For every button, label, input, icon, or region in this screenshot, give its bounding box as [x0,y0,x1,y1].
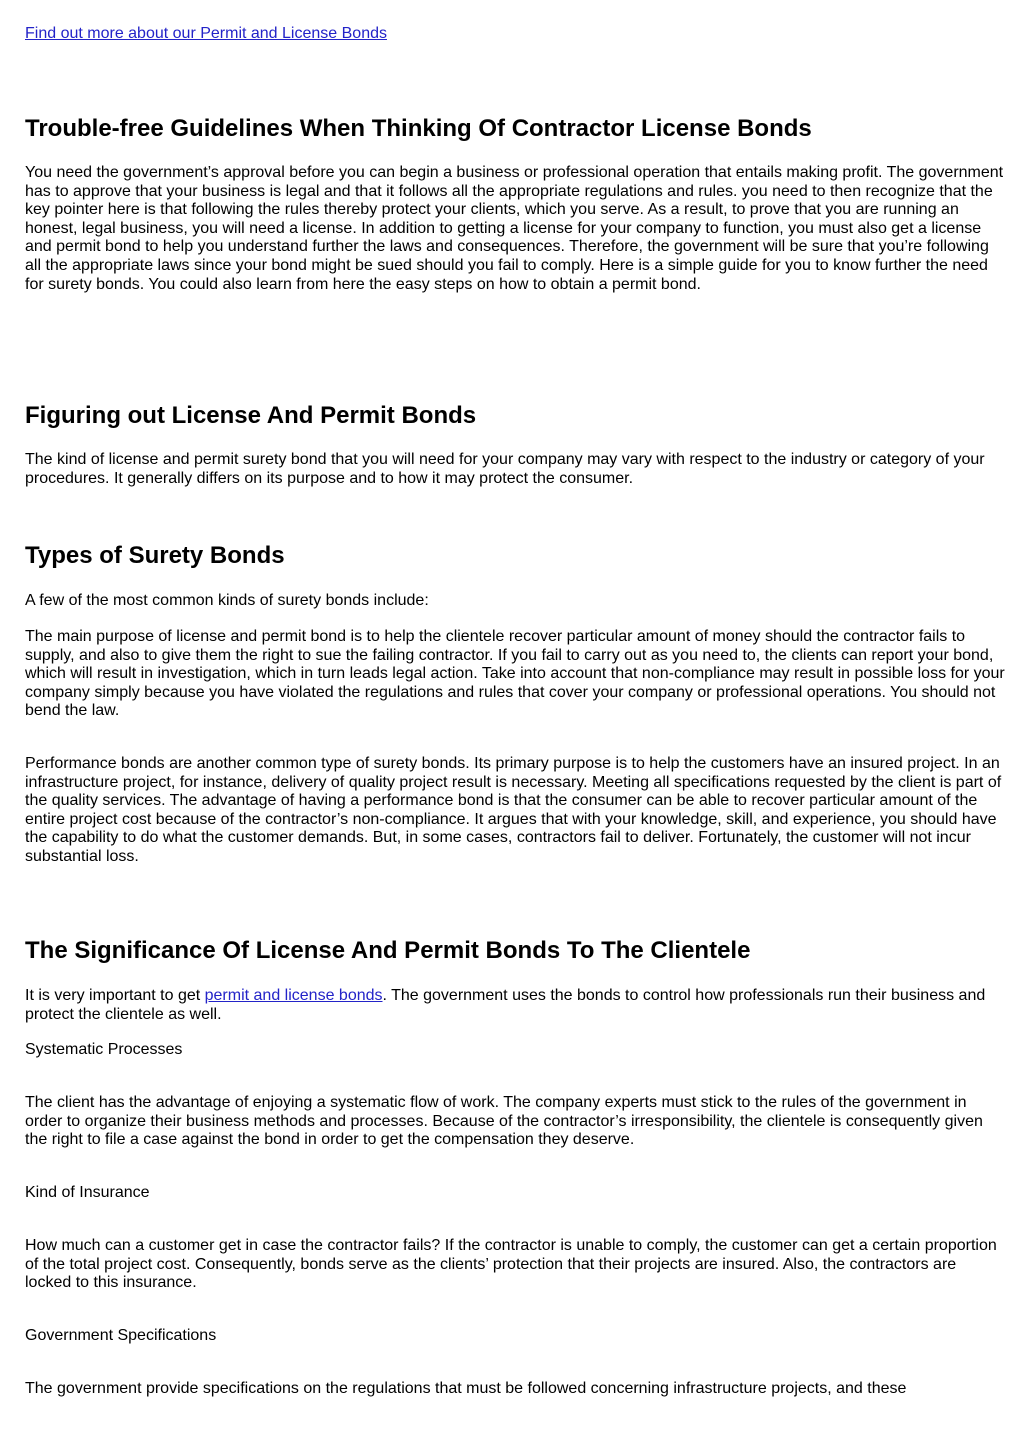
permit-and-license-bonds-link[interactable]: permit and license bonds [204,987,383,1004]
section-heading-significance: The Significance Of License And Permit Bonds To The Clientele [25,937,751,964]
kind-of-insurance-paragraph: How much can a customer get in case the contractor fails? If the contractor is unable to comply, the customer can get a certain proportion of the total project cost. Consequently, bonds serve as the clients’ protection that their projects are insured. Also, the contractors are locked to this insurance. [25,1237,997,1292]
section-heading-figuring-out-bonds: Figuring out License And Permit Bonds [25,402,477,429]
section-2-paragraph: The kind of license and permit surety bond that you will need for your company may vary with respect to the industry or category of your procedures. It generally differs on its purpose and to how it may protect the consumer. [25,451,985,487]
section-heading-types-of-surety-bonds: Types of Surety Bonds [25,542,285,569]
section-4-intro-after: . The government uses the bonds to control how professionals run their business and protect the clientele as well. [25,987,986,1023]
systematic-processes-paragraph: The client has the advantage of enjoying a systematic flow of work. The company experts must stick to the rules of the government in order to organize their business methods and processes. Because of the contractor’s irresponsibility, the clientele is consequently given the right to file a case against the bond in order to get the compensation they deserve. [25,1094,983,1149]
subheading-kind-of-insurance: Kind of Insurance [25,1184,150,1201]
subheading-systematic-processes: Systematic Processes [25,1041,183,1058]
government-specifications-paragraph: The government provide specifications on the regulations that must be followed concerning infrastructure projects, and these [25,1380,907,1397]
section-heading-contractor-license-bonds: Trouble-free Guidelines When Thinking Of Contractor License Bonds [25,115,812,142]
section-4-intro-before: It is very important to get [25,987,205,1004]
section-3-paragraph-license-permit: The main purpose of license and permit bond is to help the clientele recover particular amount of money should the contractor fails to supply, and also to give them the right to sue the failing contractor. If you fail to carry out as you need to, the clients can report your bond, which will result in investigation, which in turn leads legal action. Take into account that non-compliance may result in possible loss for your company simply because you have violated the regulations and rules that cover your company or professional operations. You should not bend the law. [25,628,1005,720]
section-3-paragraph-performance-bonds: Performance bonds are another common type of surety bonds. Its primary purpose is to help the customers have an insured project. In an infrastructure project, for instance, delivery of quality project result is necessary. Meeting all specifications requested by the client is part of the quality services. The advantage of having a performance bond is that the consumer can be able to recover particular amount of the entire project cost because of the contractor’s non-compliance. It argues that with your knowledge, skill, and experience, you should have the capability to do what the customer demands. But, in some cases, contractors fail to deliver. Fortunately, the customer will not incur substantial loss. [25,755,1002,865]
section-3-intro: A few of the most common kinds of surety bonds include: [25,592,429,609]
permit-license-bonds-link[interactable]: Find out more about our Permit and License Bonds [25,25,387,42]
section-1-paragraph: You need the government’s approval before you can begin a business or professional operation that entails making profit. The government has to approve that your business is legal and that it follows all the appropriate regulations and rules. you need to then recognize that the key pointer here is that following the rules thereby protect your clients, which you serve. As a result, to prove that you are running an honest, legal business, you will need a license. In addition to getting a license for your company to function, you must also get a license and permit bond to help you understand further the laws and consequences. Therefore, the government will be sure that you’re following all the appropriate laws since your bond might be sued should you fail to comply. Here is a simple guide for you to know further the need for surety bonds. You could also learn from here the easy steps on how to obtain a permit bond. [25,164,1004,293]
section-4-intro-paragraph [25,987,1005,1024]
subheading-government-specifications: Government Specifications [25,1327,217,1344]
